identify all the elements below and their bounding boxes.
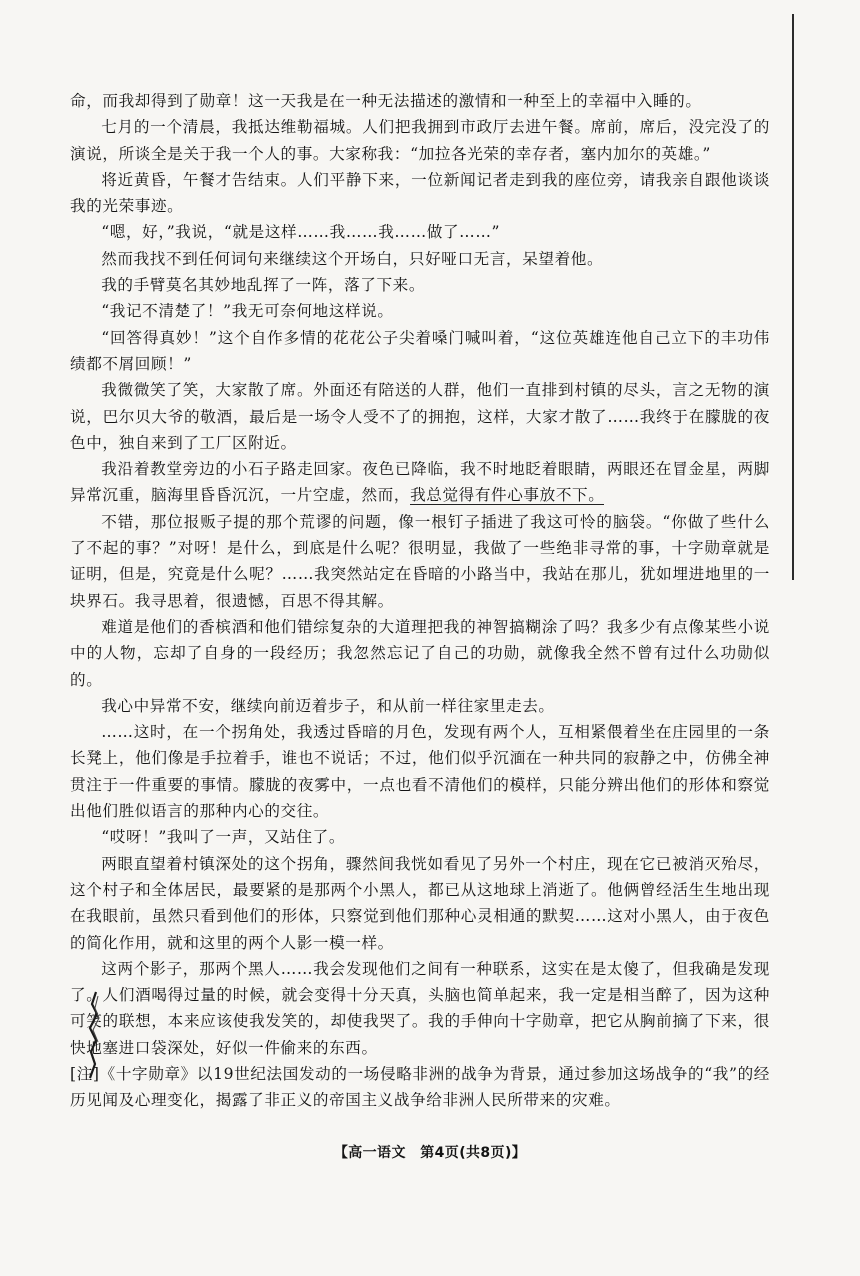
reading-passage: [70, 88, 770, 1114]
page-footer: 【高一语文 第4页(共8页)】: [333, 1145, 527, 1161]
paragraph: 然而我找不到任何词句来继续这个开场白，只好哑口无言，呆望着他。: [101, 249, 604, 268]
paragraph: “我记不清楚了！”我无可奈何地这样说。: [101, 302, 394, 321]
paragraph: 两眼直望着村镇深处的这个拐角，骤然间我恍如看见了另外一个村庄，现在它已被消灭殆尽，这个村子和全体居民，最要紧的是那两个小黑人，都已从这地球上消逝了。他俩曾经活生生地出现在我眼前，虽然只看到他们的形体，只察觉到他们那种心灵相通的默契……这对小黑人，由于夜色的简化作用，就和这里的两个人影一模一样。: [70, 854, 770, 952]
paragraph: 这两个影子，那两个黑人……我会发现他们之间有一种联系，这实在是太傻了，但我确是发现了。人们酒喝得过量的时候，就会变得十分天真，头脑也简单起来，我一定是相当醉了，因为这种可笑的联想，本来应该使我发笑的，却使我哭了。我的手伸向十字勋章，把它从胸前摘了下来，很快地塞进口袋深处，好似一件偷来的东西。: [70, 959, 770, 1057]
paragraph: “哎呀！”我叫了一声，又站住了。: [101, 828, 346, 847]
paragraph: 我的手臂莫名其妙地乱挥了一阵，落了下来。: [101, 276, 426, 295]
paragraph: ……这时，在一个拐角处，我透过昏暗的月色，发现有两个人，互相紧偎着坐在庄园里的一条长凳上，他们像是手拉着手，谁也不说话；不过，他们似乎沉湎在一种共同的寂静之中，仿佛全神贯注于一件重要的事情。朦胧的夜雾中，一点也看不清他们的模样，只能分辨出他们的形体和察觉出他们胜似语言的那种内心的交往。: [70, 723, 770, 821]
paragraph-walk-home: [70, 456, 770, 509]
paragraph: “嗯，好，”我说，“就是这样……我……我……做了……”: [101, 223, 501, 242]
paper-tear-mark: [84, 990, 106, 1080]
paragraph: 我微微笑了笑，大家散了席。外面还有陪送的人群，他们一直排到村镇的尽头，言之无物的演说，巴尔贝大爷的敬酒，最后是一场令人受不了的拥抱，这样，大家才散了……我终于在朦胧的夜色中，独自来到了工厂区附近。: [70, 381, 770, 452]
paragraph: 将近黄昏，午餐才告结束。人们平静下来，一位新闻记者走到我的座位旁，请我亲自跟他谈谈我的光荣事迹。: [70, 170, 770, 216]
paragraph: 难道是他们的香槟酒和他们错综复杂的大道理把我的神智搞糊涂了吗？我多少有点像某些小说中的人物，忘却了自身的一段经历；我忽然忘记了自己的功勋，就像我全然不曾有过什么功勋似的。: [70, 617, 770, 689]
underlined-sentence: 我总觉得有件心事放不下。: [410, 486, 605, 505]
paragraph: 命，而我却得到了勋章！这一天我是在一种无法描述的激情和一种至上的幸福中入睡的。: [70, 92, 702, 110]
paragraph: “回答得真妙！”这个自作多情的花花公子尖着嗓门喊叫着，“这位英雄连他自己立下的丰功伟绩都不屑回顾！”: [70, 328, 770, 373]
paragraph: 不错，那位报贩子提的那个荒谬的问题，像一根钉子插进了我这可怜的脑袋。“你做了些什么了不起的事？”对呀！是什么，到底是什么呢？很明显，我做了一些绝非寻常的事，十字勋章就是证明，但是，究竟是什么呢？……我突然站定在昏暗的小路当中，我站在那儿，犹如埋进地里的一块界石。我寻思着，很遗憾，百思不得其解。: [70, 512, 770, 610]
paragraph: 我心中异常不安，继续向前迈着步子，和从前一样往家里走去。: [101, 696, 555, 715]
binding-margin-line: [792, 14, 794, 580]
paragraph-text: 我沿着教堂旁边的小石子路走回家。夜色已降临，我不时地眨着眼睛，两眼还在冒金星，两脚异常沉重，脑海里昏昏沉沉，一片空虚，然而，: [70, 460, 770, 505]
paragraph: 七月的一个清晨，我抵达维勒福城。人们把我拥到市政厅去进午餐。席前，席后，没完没了的演说，所谈全是关于我一个人的事。大家称我：“加拉各光荣的幸存者，塞内加尔的英雄。”: [70, 118, 770, 163]
footnote: [注]《十字勋章》以19世纪法国发动的一场侵略非洲的战争为背景，通过参加这场战争的“我”的经历见闻及心理变化，揭露了非正义的帝国主义战争给非洲人民所带来的灾难。: [70, 1064, 770, 1110]
